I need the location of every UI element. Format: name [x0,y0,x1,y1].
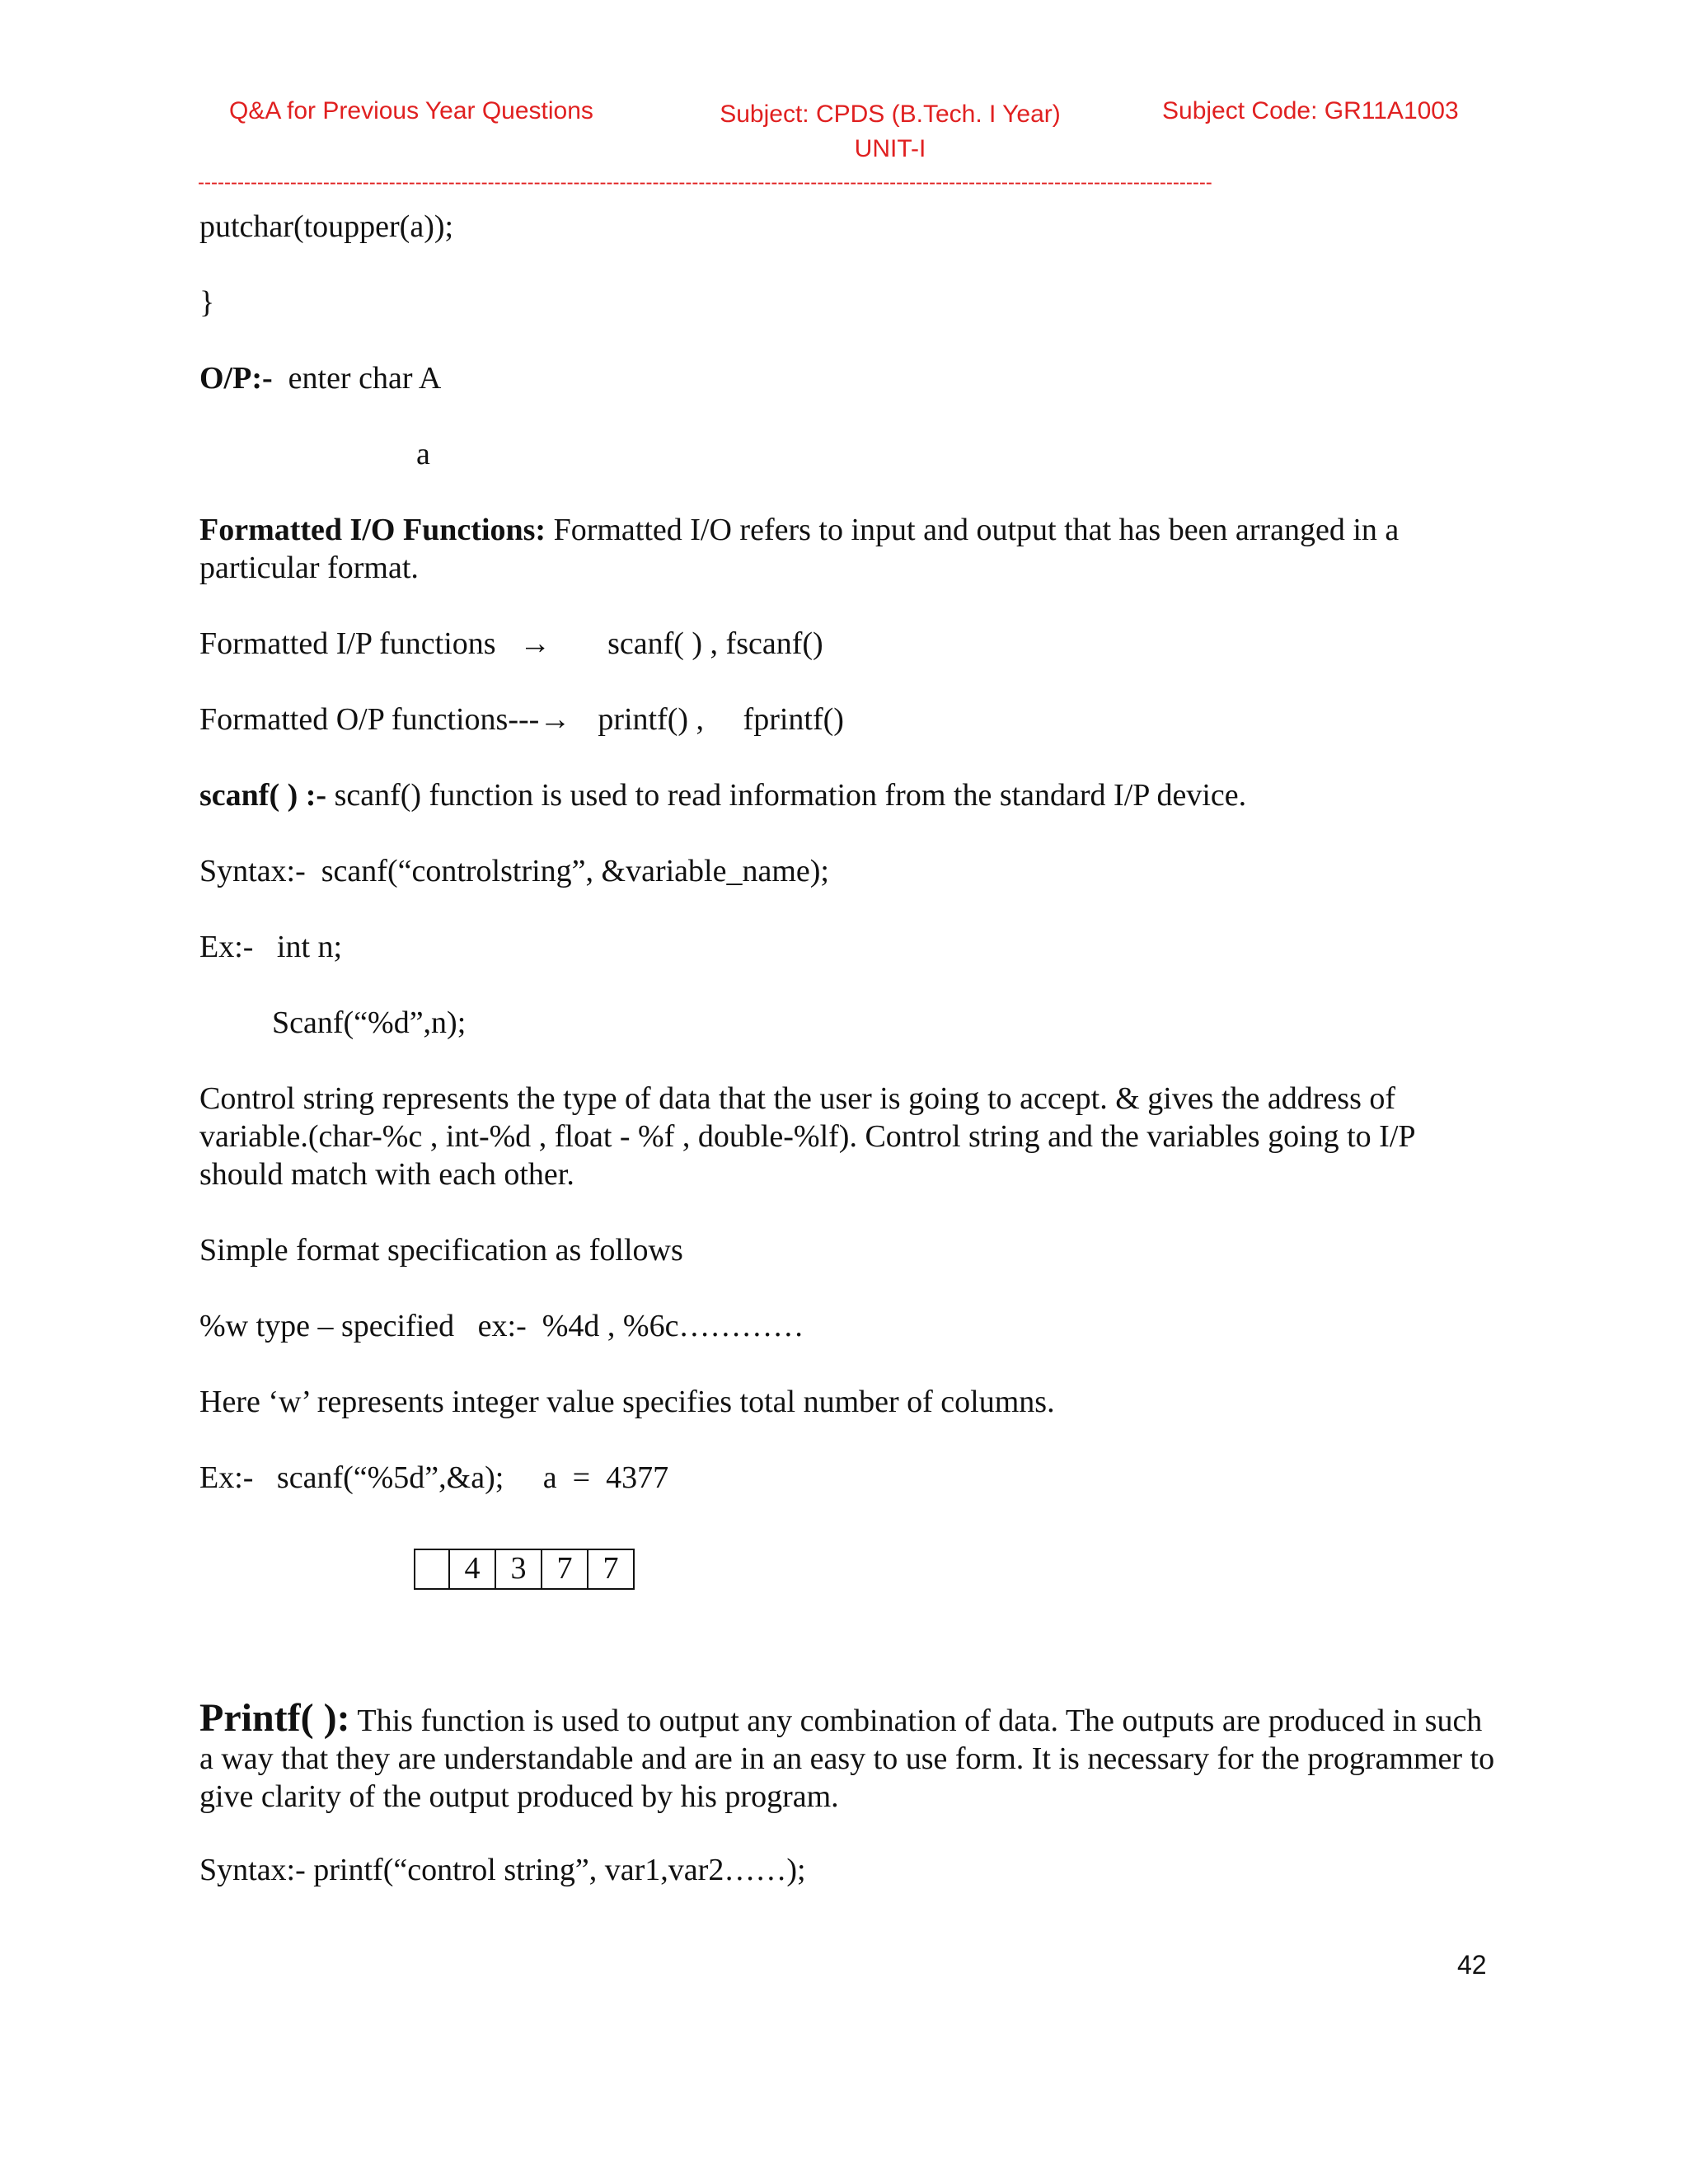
formatted-io-heading: Formatted I/O Functions: [199,513,546,547]
header-unit: UNIT-I [854,135,926,162]
code-line-putchar: putchar(toupper(a)); [199,209,454,244]
arrow-icon: → [539,702,571,737]
page-number: 42 [1457,1950,1487,1980]
header-left: Q&A for Previous Year Questions [229,97,593,124]
header-right: Subject Code: GR11A1003 [1162,97,1459,124]
scanf-syntax: Syntax:- scanf(“controlstring”, &variable_name); [199,854,829,888]
ip-functions-label: Formatted I/P functions [199,626,496,661]
scanf-example-label: Ex:- int n; [199,930,343,964]
printf-heading: Printf( ): [199,1696,350,1740]
ip-functions-line [199,625,823,663]
op-functions-label: Formatted O/P functions--- [199,702,540,737]
op-functions-value: printf() , fprintf() [598,702,844,737]
digit-cell: 7 [587,1550,633,1588]
printf-text: This function is used to output any combination of data. The outputs are produced in such a way that they are understandable and are in an easy to use form. It is necessary for the programmer to give clarity of the output produced by his program. [199,1704,1495,1814]
digit-cell: 3 [495,1550,541,1588]
width-spec-line: %w type – specified ex:- %4d , %6c………… [199,1309,804,1343]
control-string-paragraph: Control string represents the type of data that the user is going to accept. & gives the address of variable.(char-%c , int-%d , float - %f , double-%lf). Control string and the variables going to I/P should match with each other. [199,1081,1415,1192]
ip-functions-value: scanf( ) , fscanf() [607,626,823,661]
formatted-io-paragraph [199,511,1502,587]
printf-paragraph [199,1696,1502,1816]
header-subject: Subject: CPDS (B.Tech. I Year) [720,101,1061,128]
digit-cell: 4 [448,1550,495,1588]
header-center [709,97,1071,166]
scanf-heading: scanf( ) :- [199,778,327,813]
op-functions-line [199,701,844,738]
scanf-example-code: Scanf(“%d”,n); [272,1005,467,1040]
digit-cell: 7 [541,1550,587,1588]
digit-box [414,1549,635,1590]
digit-cell [415,1550,448,1588]
arrow-icon: → [519,626,551,661]
printf-syntax: Syntax:- printf(“control string”, var1,var2……); [199,1853,806,1887]
code-line-brace: } [199,285,215,320]
output-result: a [416,437,430,471]
output-text: enter char A [288,361,442,396]
header-rule: ---------------------------------------------------------------------------------------------------------------------------------------------------------- [198,171,1212,194]
scanf-example2: Ex:- scanf(“%5d”,&a); a = 4377 [199,1460,669,1495]
w-meaning-line: Here ‘w’ represents integer value specifies total number of columns. [199,1385,1055,1419]
scanf-text: scanf() function is used to read information from the standard I/P device. [326,778,1247,813]
scanf-definition [199,776,1246,814]
output-label: O/P:- [199,361,273,396]
output-line [199,359,441,397]
simple-format-line: Simple format specification as follows [199,1233,683,1268]
formatted-io-text: Formatted I/O refers to input and output that has been arranged in a particular format. [199,513,1400,585]
